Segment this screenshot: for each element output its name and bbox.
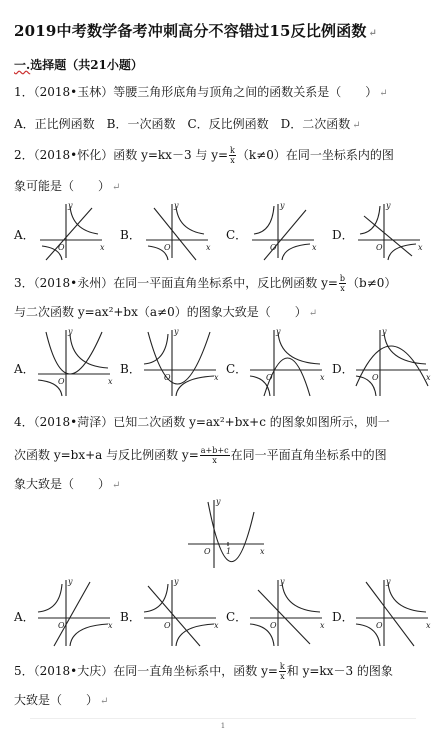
q5-frac-num: k [279, 662, 285, 671]
paragraph-mark-icon: ↵ [352, 120, 361, 131]
q5-text-b: 和 y=kx－3 的图象 [286, 664, 393, 678]
q3-frac-den: x [340, 284, 345, 293]
q3-graph-a [32, 326, 116, 398]
q4-text-c: 在同一平面直角坐标系中的图 [230, 448, 387, 462]
page-number: 1 [0, 722, 446, 730]
origin-label: O [58, 377, 65, 386]
y-label: y [382, 327, 387, 336]
hyperbola-branch [70, 624, 108, 646]
q2-frac-num: k [230, 146, 235, 155]
q4-text-b: 次函数 y=bx+a 与反比例函数 y= [14, 448, 199, 462]
q2-text-b: （k≠0）在同一坐标系内的图 [236, 148, 394, 162]
q4-text-d: 象大致是（ ） [14, 477, 111, 491]
q3-graph-d [350, 326, 434, 398]
q4-line2 [14, 446, 387, 465]
q3-option-b-label: B． [120, 362, 141, 376]
x-label: x [320, 621, 325, 630]
q5-line1 [14, 662, 393, 681]
q2-graph-c [244, 200, 320, 262]
q4-graph-a [32, 576, 116, 648]
x-label: x [312, 243, 317, 252]
q4-graph-b [138, 576, 222, 648]
q4-graph-c [244, 576, 328, 648]
section-heading [14, 56, 143, 73]
q4-option-a-label: A． [14, 610, 35, 624]
q2-option-c-label: C． [226, 228, 248, 242]
paragraph-mark-icon: ↵ [112, 182, 121, 193]
q1-options-text: A．正比例函数 B．一次函数 C．反比例函数 D．二次函数 [14, 117, 351, 131]
y-label: y [276, 327, 281, 336]
x-label: x [426, 621, 431, 630]
hyperbola-branch [388, 582, 426, 612]
q1-options [14, 116, 361, 134]
q1-stem [14, 84, 388, 102]
q4-text-a: 4．（2018•菏泽）已知二次函数 y=ax²+bx+c 的图象如图所示，则一 [14, 415, 390, 429]
x-label: x [214, 621, 219, 630]
q2-fraction [229, 146, 236, 165]
q4-option-d-label: D． [332, 610, 354, 624]
paragraph-mark-icon: ↵ [379, 88, 388, 99]
q3-text-c: 与二次函数 y=ax²+bx（a≠0）的图象大致是（ ） [14, 305, 307, 319]
origin-label: O [266, 373, 273, 382]
y-label: y [386, 201, 391, 210]
q3-graph-c [244, 326, 328, 398]
y-label: y [174, 577, 179, 586]
tick-label-one: 1 [226, 547, 232, 556]
q4-frac-den: x [212, 456, 217, 465]
x-label: x [100, 243, 105, 252]
paragraph-mark-icon: ↵ [100, 696, 109, 707]
hyperbola-branch [176, 376, 214, 396]
q2-option-a-label: A． [14, 228, 35, 242]
line-graph [148, 586, 200, 646]
origin-label: O [164, 621, 171, 630]
hyperbola-branch [254, 206, 274, 234]
line-graph [364, 216, 412, 256]
x-label: x [206, 243, 211, 252]
origin-label: O [372, 373, 379, 382]
q3-option-d-label: D． [332, 362, 354, 376]
q5-frac-den: x [280, 672, 285, 681]
q3-option-c-label: C． [226, 362, 248, 376]
x-label: x [260, 547, 265, 556]
hyperbola-branch [38, 584, 62, 612]
q3-frac-num: b [339, 274, 346, 283]
origin-label: O [270, 621, 277, 630]
q5-text-a: 5．（2018•大庆）在同一直角坐标系中，函数 y= [14, 664, 278, 678]
q2-graph-d [350, 200, 426, 262]
hyperbola-branch [176, 624, 214, 646]
q4-option-b-label: B． [120, 610, 141, 624]
x-label: x [426, 373, 431, 382]
y-label: y [280, 201, 285, 210]
q4-given-parabola-graph [184, 496, 268, 572]
q4-line3 [14, 476, 120, 494]
hyperbola-branch [384, 332, 426, 364]
paragraph-mark-icon: ↵ [308, 308, 318, 319]
q3-graph-b [138, 326, 222, 398]
q3-line2 [14, 304, 317, 322]
q2-text-c: 象可能是（ ） [14, 179, 111, 193]
origin-label: O [270, 243, 277, 252]
q3-option-a-label: A． [14, 362, 35, 376]
line-graph [54, 582, 90, 646]
x-label: x [320, 373, 325, 382]
q5-text-c: 大致是（ ） [14, 693, 99, 707]
y-label: y [280, 577, 285, 586]
y-label: y [174, 201, 179, 210]
hyperbola-branch [388, 244, 416, 260]
y-label: y [68, 327, 73, 336]
parabola [264, 358, 310, 396]
x-label: x [418, 243, 423, 252]
y-label: y [68, 201, 73, 210]
q4-line1 [14, 414, 390, 430]
q4-graph-d [350, 576, 434, 648]
y-label: y [68, 577, 73, 586]
origin-label: O [58, 243, 65, 252]
x-label: x [214, 373, 219, 382]
x-label: x [108, 377, 113, 386]
hyperbola-branch [70, 334, 108, 368]
hyperbola-branch [144, 334, 168, 364]
section-label: 选择题（共21小题） [30, 58, 143, 72]
paragraph-mark-icon: ↵ [368, 28, 378, 39]
hyperbola-branch [360, 206, 380, 234]
section-number: 一. [14, 58, 31, 72]
y-label: y [174, 327, 179, 336]
origin-label: O [164, 373, 171, 382]
line-graph [258, 590, 310, 644]
q2-line1 [14, 146, 394, 165]
origin-label: O [376, 621, 383, 630]
q3-fraction [339, 274, 346, 293]
origin-label: O [204, 547, 211, 556]
q2-option-b-label: B． [120, 228, 141, 242]
q2-frac-den: x [230, 156, 235, 165]
hyperbola-branch [282, 244, 310, 260]
line-graph [154, 208, 196, 260]
y-label: y [386, 577, 391, 586]
y-label: y [216, 497, 221, 506]
q3-line1 [14, 274, 396, 293]
q2-text-a: 2．（2018•怀化）函数 y=kx－3 与 y= [14, 148, 229, 162]
q5-line2 [14, 692, 108, 710]
q2-option-d-label: D． [332, 228, 354, 242]
origin-label: O [164, 243, 171, 252]
x-label: x [108, 621, 113, 630]
origin-label: O [376, 243, 383, 252]
q3-text-b: （b≠0） [347, 276, 397, 290]
line-graph [46, 208, 92, 260]
origin-label: O [58, 621, 65, 630]
q2-line2 [14, 178, 120, 196]
parabola [148, 332, 210, 384]
q1-stem-text: 1．（2018•玉林）等腰三角形底角与顶角之间的函数关系是（ ） [14, 85, 378, 99]
q2-graph-a [32, 200, 108, 262]
hyperbola-branch [70, 206, 98, 234]
hyperbola-branch [282, 582, 320, 612]
q5-fraction [279, 662, 286, 681]
hyperbola-branch [176, 206, 204, 234]
paragraph-mark-icon: ↵ [112, 480, 121, 491]
hyperbola-branch [144, 584, 168, 612]
q4-frac-num: a+b+c [200, 446, 229, 455]
q4-option-c-label: C． [226, 610, 248, 624]
title-text: 2019中考数学备考冲刺高分不容错过15反比例函数 [14, 22, 367, 40]
q2-graph-b [138, 200, 214, 262]
document-title [14, 20, 377, 41]
q4-fraction [200, 446, 230, 465]
parabola [46, 332, 102, 374]
q3-text-a: 3．（2018•永州）在同一平面直角坐标系中，反比例函数 y= [14, 276, 338, 290]
